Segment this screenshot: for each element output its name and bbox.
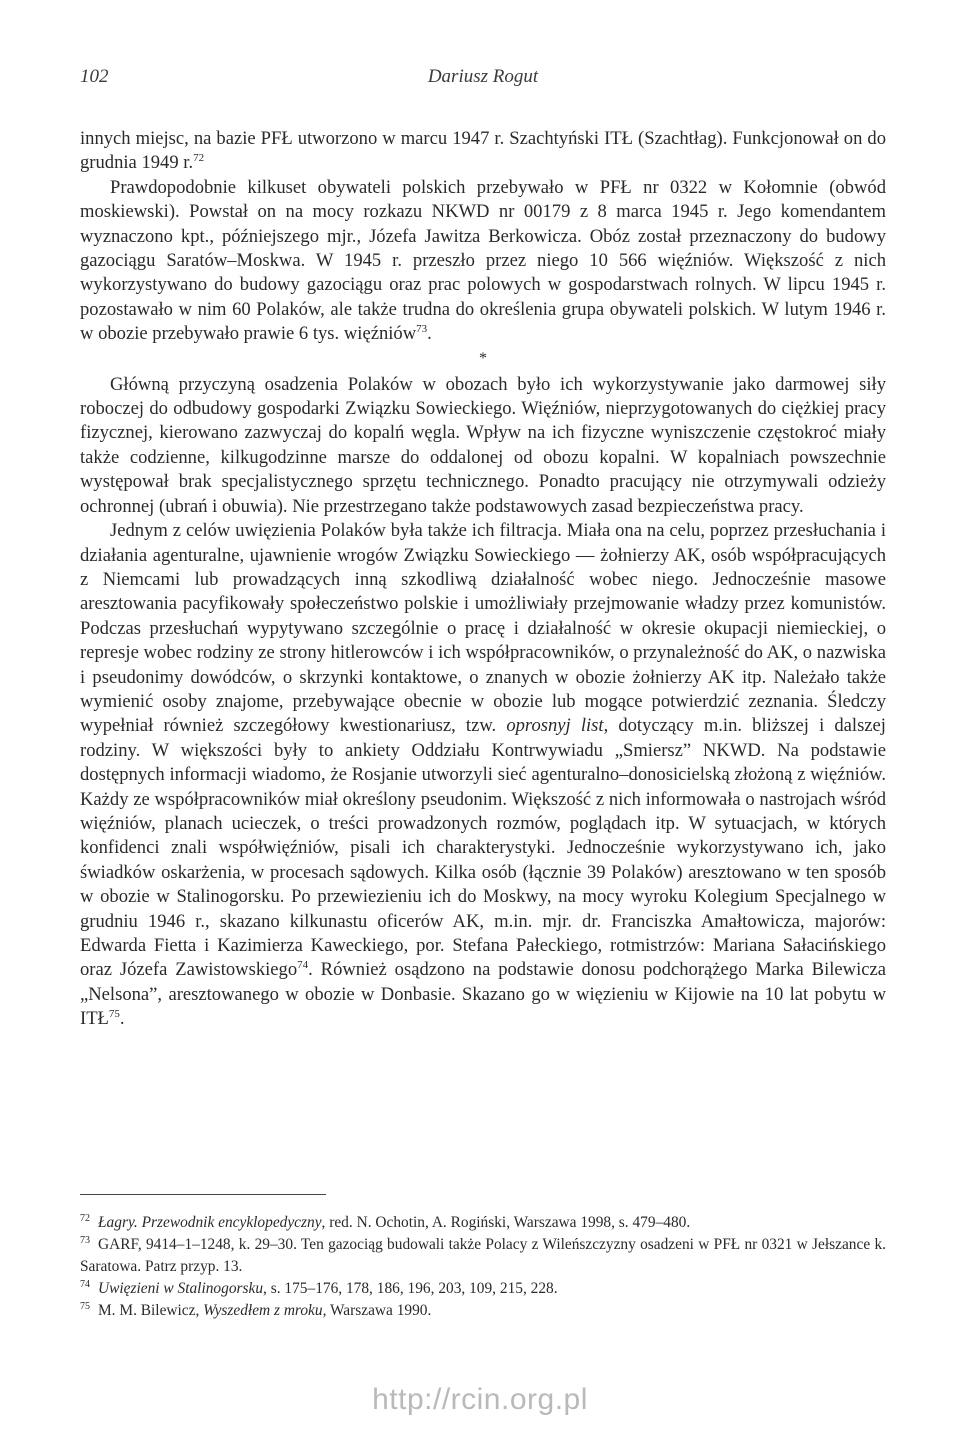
paragraph-4: Jednym z celów uwięzienia Polaków była także ich filtracja. Miała ona na celu, poprzez przesłuchania i działania agenturalne, ujawnienie wrogów Związku Sowieckiego — żołnierzy AK, osób współpracujących z Niemcami lub prowadzących inną szkodliwą działalność wobec niego. Jednocześnie masowe aresztowania pacyfikowały społeczeństwo polskie i umożliwiały przejmowanie władzy przez komunistów. Podczas przesłuchań wypytywano szczególnie o pracę i działalność w okresie okupacji niemieckiej, o represje wobec rodziny ze strony hitlerowców i ich współpracowników, o przynależność do AK, o nazwiska i pseudonimy dowódców, o skrzynki kontaktowe, o znanych w obozie żołnierzy AK itp. Należało także wymienić osoby znajome, przebywające obecnie w obozie lub mogące potwierdzić zeznania. Śledczy wypełniał również szczegółowy kwestionariusz, tzw. oprosnyj list, dotyczący m.in. bliższej i dalszej rodziny. W większości były to ankiety Oddziału Kontrwywiadu „Smiersz” NKWD. Na podstawie dostępnych informacji wiadomo, że Rosjanie utworzyli sieć agenturalno–donosicielską złożoną z więźniów. Każdy ze współpracowników miał określony pseudonim. Większość z nich informowała o nastrojach wśród więźniów, planach ucieczek, o treści prowadzonych rozmów, poglądach itp. W sytuacjach, w których konfidenci znali współwięźniów, pisali ich charakterystyki. Jednocześnie wykorzystywano ich, jako świadków oskarżenia, w procesach sądowych. Kilka osób (łącznie 39 Polaków) aresztowano w ten sposób w obozie w Stalinogorsku. Po przewiezieniu ich do Moskwy, na mocy wyroku Kolegium Specjalnego w grudniu 1946 r., skazano kilkunastu oficerów AK, m.in. mjr. dr. Franciszka Amałtowicza, majorów: Edwarda Fietta i Kazimierza Kaweckiego, por. Stefana Pałeckiego, rotmistrzów: Mariana Sałacińskiego oraz Józefa Zawistowskiego$^{74}$. Również osądzono na podstawie donosu podchorążego Marka Bilewicza „Nelsona”, aresztowanego w obozie w Donbasie. Skazano go w więzieniu w Kijowie na 10 lat pobytu w ITŁ$^{75}$. [80, 520, 887, 1030]
paragraph-3: Główną przyczyną osadzenia Polaków w obozach było ich wykorzystywanie jako darmowej siły roboczej do odbudowy gospodarki Związku Sowieckiego. Więźniów, nieprzygotowanych do ciężkiej pracy fizycznej, kierowano zazwyczaj do kopalń węgla. Wpływ na ich fizyczne wyniszczenie częstokroć miały także codzienne, kilkugodzinne marsze do oddalonej od obozu kopalni. W kopalniach powszechnie występował brak specjalistycznego sprzętu technicznego. Ponadto pracujący nie otrzymywali odzieży ochronnej (ubrań i obuwia). Nie przestrzegano także podstawowych zasad bezpieczeństwa pracy. [80, 373, 886, 517]
footnote-ref-73: 73 [416, 323, 428, 336]
section-separator: * [479, 349, 487, 367]
footnote-divider [80, 1194, 326, 1195]
footnote-ref-72: 72 [193, 152, 205, 165]
main-text [80, 127, 886, 1032]
footnote-ref-74: 74 [297, 959, 309, 972]
footnote-ref-75: 75 [108, 1008, 120, 1021]
footnote-74: $^{74}$ Uwięzieni w Stalinogorsku, s. 175–176, 178, 186, 196, 203, 109, 215, 228. [80, 1279, 558, 1297]
footnote-73: $^{73}$ GARF, 9414–1–1248, k. 29–30. Ten gazociąg budowali także Polacy z Wileńszczyzny osadzeni w PFŁ nr 0321 w Jełszance k. Saratowa. Patrz przyp. 13. [80, 1235, 886, 1275]
footnote-72: $^{72}$ Łagry. Przewodnik encyklopedyczny, red. N. Ochotin, A. Rogiński, Warszawa 1998, s. 479–480. [80, 1213, 691, 1231]
running-head-author: Dariusz Rogut [427, 66, 539, 87]
watermark-url: http://rcin.org.pl [372, 1383, 588, 1416]
italic-term: oprosnyj list [506, 715, 604, 737]
paragraph-2: Prawdopodobnie kilkuset obywateli polskich przebywało w PFŁ nr 0322 w Kołomnie (obwód moskiewski). Powstał on na mocy rozkazu NKWD nr 00179 z 8 marca 1945 r. Jego komendantem wyznaczono kpt., późniejszego mjr., Józefa Jawitza Berkowicza. Obóz został przeznaczony do budowy gazociągu Saratów–Moskwa. W 1945 r. przeszło przez niego 10 566 więźniów. Większość z nich wykorzystywano do budowy gazociągu oraz prac polowych w gospodarstwach rolnych. W lipcu 1945 r. pozostawało w nim 60 Polaków, ale także trudna do określenia grupa obywateli polskich. W lutym 1946 r. w obozie przebywało prawie 6 tys. więźniów$^{73}$. [80, 176, 886, 345]
page-number: 102 [80, 66, 109, 87]
footnotes [80, 1212, 886, 1322]
paragraph-1: innych miejsc, na bazie PFŁ utworzono w marcu 1947 r. Szachtyński ITŁ (Szachtłag). Funkcjonował on do grudnia 1949 r.$^{72}$ [80, 128, 886, 174]
footnote-75: $^{75}$ M. M. Bilewicz, Wyszedłem z mroku, Warszawa 1990. [80, 1301, 432, 1319]
